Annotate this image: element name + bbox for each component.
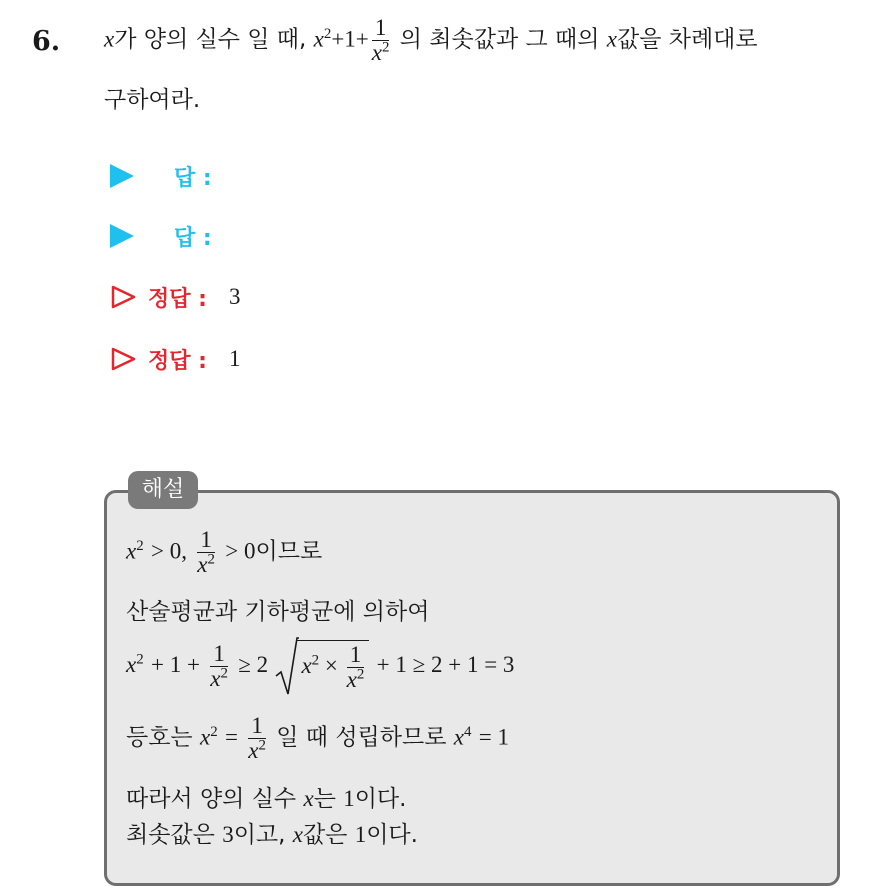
fraction: $\frac{1}{x^2}$ xyxy=(197,527,215,578)
var-x: x xyxy=(104,26,115,52)
outline-triangle-icon xyxy=(110,346,136,372)
key-label: 정답 : xyxy=(148,286,207,312)
solution-text: + 1 + xyxy=(151,652,200,678)
numerator: 1 xyxy=(372,16,390,41)
key-row-2 xyxy=(110,341,240,377)
question-text-3: 값을 차례대로 xyxy=(616,26,758,53)
answer-label: 답 : xyxy=(174,225,212,251)
exponent: 2 xyxy=(323,25,332,42)
solution-line-6: 최솟값은 3이고, x값은 1이다. xyxy=(126,822,418,848)
answer-label: 답 : xyxy=(174,165,212,191)
question-text-1: 가 양의 실수 일 때, xyxy=(114,26,307,53)
denominator: $x^2$ xyxy=(371,39,390,66)
play-triangle-icon xyxy=(110,164,134,188)
solution-text: > 0 xyxy=(225,538,256,564)
solution-text: ≥ 2 xyxy=(238,652,269,678)
fraction: $\frac{1}{x^2}$ xyxy=(248,713,266,764)
solution-line-2: 산술평균과 기하평균에 의하여 xyxy=(126,599,430,625)
key-row-1 xyxy=(110,279,240,315)
fraction: $\frac{1}{x^2}$ xyxy=(210,640,228,691)
solution-text: 일 때 성립하므로 xyxy=(276,724,447,751)
var-x: x xyxy=(313,26,324,52)
solution-text: > 0, xyxy=(151,538,187,564)
question-number: 6. xyxy=(32,26,61,57)
fraction xyxy=(372,16,390,65)
solution-text: + 1 ≥ 2 + 1 = 3 xyxy=(376,652,515,678)
square-root: $x^2$ × $\frac{1}{x^2}$ xyxy=(275,640,369,692)
solution-line-1: $x^2 > 0$, $\frac{1}{x^2}$ > 0이므로 xyxy=(126,527,323,578)
question-line-1 xyxy=(104,16,758,65)
answer-row-1 xyxy=(110,158,212,194)
var-x: x xyxy=(606,26,617,52)
solution-line-5: 따라서 양의 실수 x는 1이다. xyxy=(126,786,407,812)
solution-text: 등호는 xyxy=(126,724,193,751)
question-text-2: 의 최솟값과 그 때의 xyxy=(399,26,600,53)
key-value: 1 xyxy=(228,346,241,371)
answer-row-2 xyxy=(110,218,212,254)
solution-text: 이므로 xyxy=(255,538,323,565)
outline-triangle-icon xyxy=(110,284,136,310)
radical-sign-icon xyxy=(275,636,299,698)
plus-one-plus: +1+ xyxy=(331,26,369,52)
solution-line-3: $x^2 + 1$ + $\frac{1}{x^2}$ ≥ 2 $x^2$ × $\frac{1}{x^2}$ + 1 ≥ 2 + 1 = 3 xyxy=(126,640,514,692)
question-line-2: 구하여라. xyxy=(104,87,201,113)
play-triangle-icon xyxy=(110,224,134,248)
key-label: 정답 : xyxy=(148,348,207,374)
solution-line-4: 등호는 $x^2$ = $\frac{1}{x^2}$ 일 때 성립하므로 $x^4 = 1$ xyxy=(126,713,509,764)
key-value: 3 xyxy=(228,284,241,309)
solution-text: = 1 xyxy=(478,724,509,750)
solution-tag: 해설 xyxy=(128,471,198,509)
